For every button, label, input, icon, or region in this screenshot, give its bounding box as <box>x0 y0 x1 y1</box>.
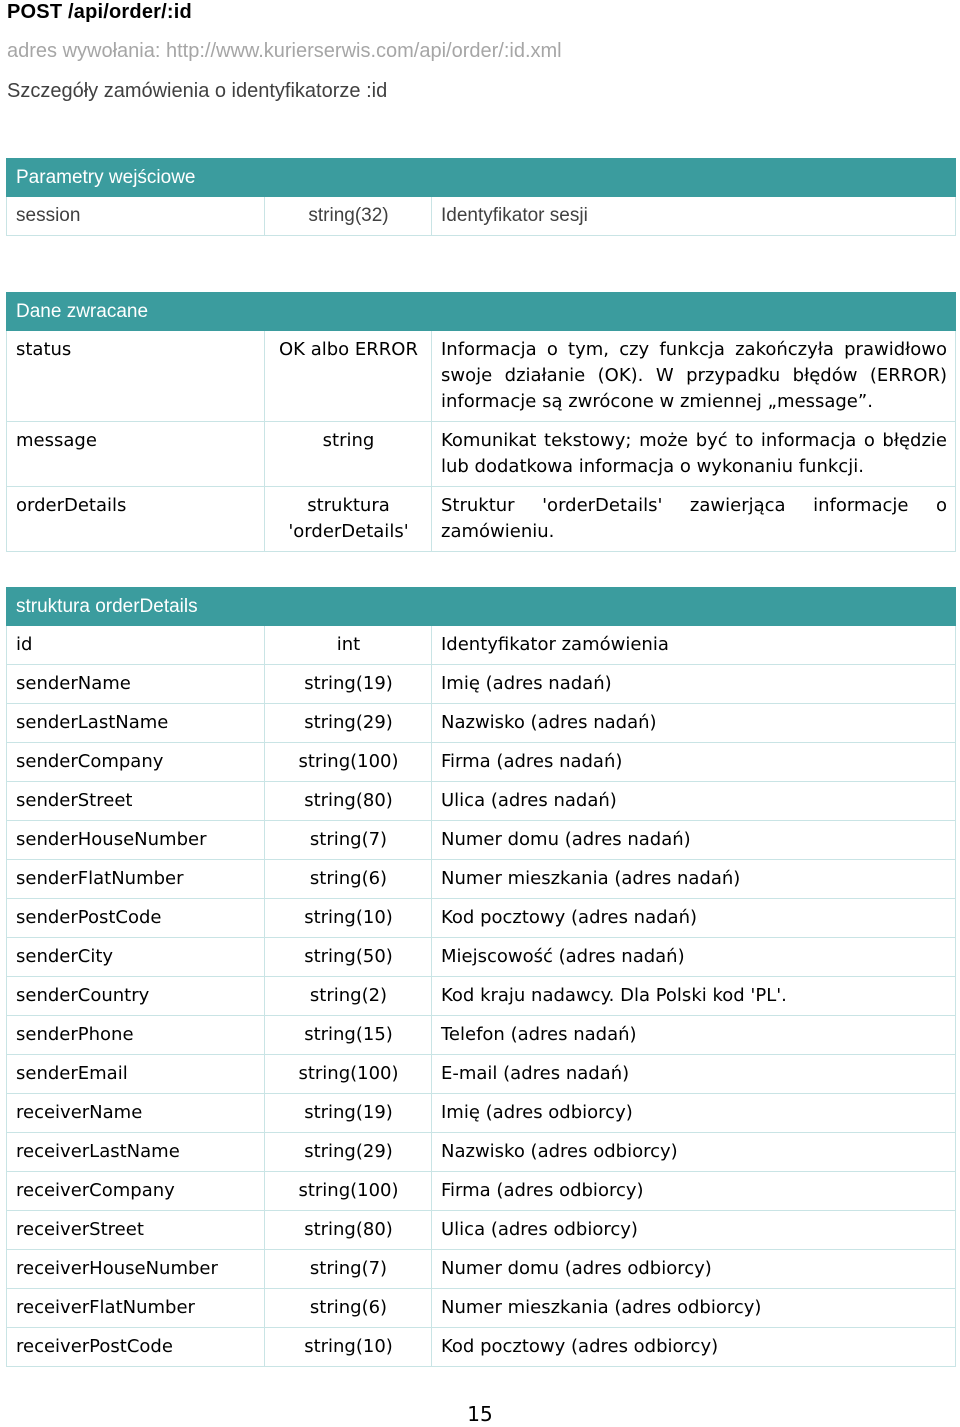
field-description: Numer mieszkania (adres nadań) <box>432 860 956 899</box>
field-type: string(19) <box>265 665 432 704</box>
field-name: message <box>7 422 265 487</box>
field-description: Imię (adres odbiorcy) <box>432 1094 956 1133</box>
table-row <box>7 1094 956 1133</box>
table-row <box>7 821 956 860</box>
field-name: senderPostCode <box>7 899 265 938</box>
field-name: senderStreet <box>7 782 265 821</box>
field-description: Firma (adres odbiorcy) <box>432 1172 956 1211</box>
field-name: receiverLastName <box>7 1133 265 1172</box>
field-name: senderHouseNumber <box>7 821 265 860</box>
field-name: receiverName <box>7 1094 265 1133</box>
order-details-table <box>6 587 956 1367</box>
field-description: Struktur 'orderDetails' zawierjąca informacje o zamówieniu. <box>432 487 956 552</box>
field-type: string(80) <box>265 1211 432 1250</box>
table-row <box>7 665 956 704</box>
table-header-row <box>7 159 956 197</box>
field-type: string(7) <box>265 1250 432 1289</box>
field-name: senderName <box>7 665 265 704</box>
field-type: string <box>265 422 432 487</box>
field-description: Ulica (adres odbiorcy) <box>432 1211 956 1250</box>
field-description: Numer domu (adres nadań) <box>432 821 956 860</box>
return-data-header: Dane zwracane <box>7 293 956 331</box>
field-name: status <box>7 331 265 422</box>
field-type: struktura 'orderDetails' <box>265 487 432 552</box>
table-row <box>7 331 956 422</box>
field-description: Miejscowość (adres nadań) <box>432 938 956 977</box>
field-type: string(29) <box>265 1133 432 1172</box>
table-row <box>7 1016 956 1055</box>
field-type: string(10) <box>265 1328 432 1367</box>
field-description: Numer domu (adres odbiorcy) <box>432 1250 956 1289</box>
table-row <box>7 782 956 821</box>
field-description: Imię (adres nadań) <box>432 665 956 704</box>
field-name: receiverFlatNumber <box>7 1289 265 1328</box>
field-type: string(29) <box>265 704 432 743</box>
table-row <box>7 977 956 1016</box>
table-row <box>7 743 956 782</box>
field-type: string(19) <box>265 1094 432 1133</box>
endpoint-description: Szczegóły zamówienia o identyfikatorze :id <box>7 80 388 102</box>
field-type: string(15) <box>265 1016 432 1055</box>
field-name: receiverHouseNumber <box>7 1250 265 1289</box>
input-params-body <box>7 197 956 236</box>
field-description: Nazwisko (adres nadań) <box>432 704 956 743</box>
table-row <box>7 422 956 487</box>
field-description: Ulica (adres nadań) <box>432 782 956 821</box>
table-row <box>7 860 956 899</box>
field-type: string(100) <box>265 1055 432 1094</box>
param-type: string(32) <box>265 197 432 236</box>
field-name: senderPhone <box>7 1016 265 1055</box>
table-row <box>7 1055 956 1094</box>
field-name: senderCompany <box>7 743 265 782</box>
table-row <box>7 487 956 552</box>
field-description: Numer mieszkania (adres odbiorcy) <box>432 1289 956 1328</box>
field-description: Kod pocztowy (adres nadań) <box>432 899 956 938</box>
field-type: string(100) <box>265 743 432 782</box>
field-description: Telefon (adres nadań) <box>432 1016 956 1055</box>
endpoint-title: POST /api/order/:id <box>7 1 192 23</box>
table-row <box>7 197 956 236</box>
field-name: orderDetails <box>7 487 265 552</box>
field-type: OK albo ERROR <box>265 331 432 422</box>
table-row <box>7 1172 956 1211</box>
field-description: Kod kraju nadawcy. Dla Polski kod 'PL'. <box>432 977 956 1016</box>
table-row <box>7 1289 956 1328</box>
field-type: string(10) <box>265 899 432 938</box>
endpoint-url: adres wywołania: http://www.kurierserwis.com/api/order/:id.xml <box>7 40 562 62</box>
field-type: string(50) <box>265 938 432 977</box>
table-row <box>7 1328 956 1367</box>
table-row <box>7 938 956 977</box>
field-type: string(7) <box>265 821 432 860</box>
field-type: string(6) <box>265 1289 432 1328</box>
field-type: string(2) <box>265 977 432 1016</box>
field-description: Firma (adres nadań) <box>432 743 956 782</box>
field-description: Komunikat tekstowy; może być to informacja o błędzie lub dodatkowa informacja o wykonaniu funkcji. <box>432 422 956 487</box>
field-name: senderEmail <box>7 1055 265 1094</box>
order-details-header: struktura orderDetails <box>7 588 956 626</box>
table-row <box>7 1211 956 1250</box>
input-params-header: Parametry wejściowe <box>7 159 956 197</box>
page-number: 15 <box>467 1402 493 1426</box>
field-description: E-mail (adres nadań) <box>432 1055 956 1094</box>
table-row <box>7 1250 956 1289</box>
field-name: id <box>7 626 265 665</box>
field-name: receiverCompany <box>7 1172 265 1211</box>
field-type: string(100) <box>265 1172 432 1211</box>
table-row <box>7 704 956 743</box>
input-params-table <box>6 158 956 236</box>
field-name: senderLastName <box>7 704 265 743</box>
field-description: Nazwisko (adres odbiorcy) <box>432 1133 956 1172</box>
field-name: receiverStreet <box>7 1211 265 1250</box>
field-description: Kod pocztowy (adres odbiorcy) <box>432 1328 956 1367</box>
order-details-body <box>7 626 956 1367</box>
table-header-row <box>7 588 956 626</box>
param-name: session <box>7 197 265 236</box>
param-description: Identyfikator sesji <box>432 197 956 236</box>
table-row <box>7 626 956 665</box>
field-type: string(6) <box>265 860 432 899</box>
field-name: senderCountry <box>7 977 265 1016</box>
table-header-row <box>7 293 956 331</box>
table-row <box>7 1133 956 1172</box>
field-description: Identyfikator zamówienia <box>432 626 956 665</box>
field-description: Informacja o tym, czy funkcja zakończyła prawidłowo swoje działanie (OK). W przypadku błędów (ERROR) informacje są zwrócone w zmiennej „message”. <box>432 331 956 422</box>
return-data-body <box>7 331 956 552</box>
field-name: senderFlatNumber <box>7 860 265 899</box>
field-name: senderCity <box>7 938 265 977</box>
field-type: string(80) <box>265 782 432 821</box>
field-type: int <box>265 626 432 665</box>
table-row <box>7 899 956 938</box>
return-data-table <box>6 292 956 552</box>
field-name: receiverPostCode <box>7 1328 265 1367</box>
